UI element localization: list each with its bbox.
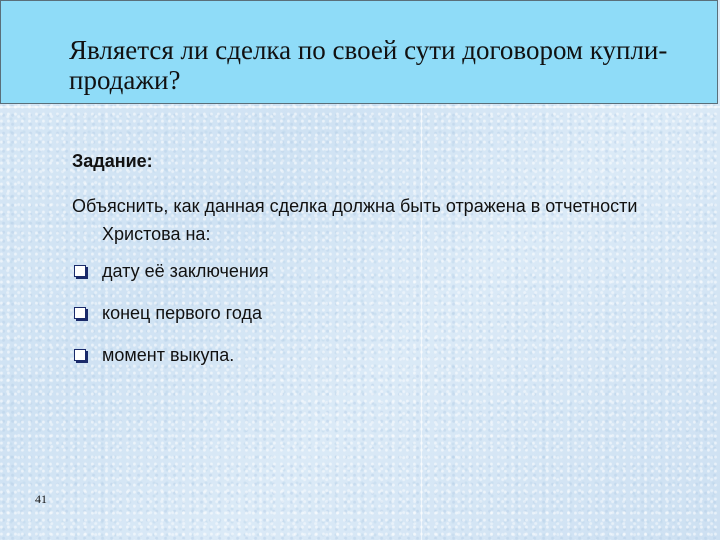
bullet-item-end-of-first-year [72, 302, 672, 324]
instruction-text: Объяснить, как данная сделка должна быть отражена в отчетности Христова на: [72, 196, 638, 244]
bullet-item-buyback-moment [72, 344, 672, 366]
title-banner [0, 0, 718, 104]
page-number: 41 [35, 492, 47, 506]
checkbox-icon [74, 307, 86, 319]
bullet-list [72, 260, 672, 366]
background-tile-seam-horizontal [0, 106, 720, 108]
bullet-text: дату её заключения [102, 261, 269, 281]
bullet-item-conclusion-date [72, 260, 672, 282]
bullet-text: момент выкупа. [102, 345, 235, 365]
slide-title: Является ли сделка по своей сути договором купли-продажи? [69, 35, 668, 95]
checkbox-icon [74, 349, 86, 361]
slide-content [72, 150, 672, 386]
bullet-text: конец первого года [102, 303, 262, 323]
checkbox-icon [74, 265, 86, 277]
task-label: Задание: [72, 151, 153, 171]
